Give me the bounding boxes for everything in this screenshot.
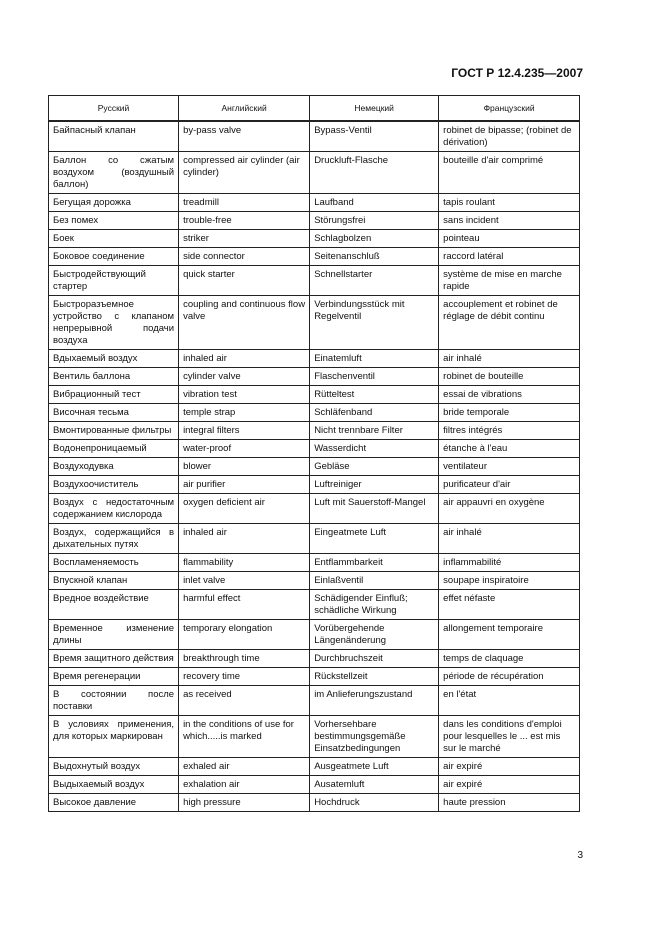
cell-english: flammability <box>179 554 310 572</box>
cell-english: in the conditions of use for which.....is marked <box>179 716 310 758</box>
cell-english: treadmill <box>179 194 310 212</box>
table-row <box>49 152 580 194</box>
table-row <box>49 350 580 368</box>
cell-english: striker <box>179 230 310 248</box>
cell-russian: В условиях применения, для которых маркирован <box>49 716 179 758</box>
cell-english: exhalation air <box>179 776 310 794</box>
cell-russian: Вдыхаемый воздух <box>49 350 179 368</box>
table-row <box>49 668 580 686</box>
table-row <box>49 404 580 422</box>
cell-german: Eingeatmete Luft <box>310 524 439 554</box>
cell-german: Wasserdicht <box>310 440 439 458</box>
cell-german: Druckluft-Flasche <box>310 152 439 194</box>
cell-english: inhaled air <box>179 524 310 554</box>
cell-french: système de mise en marche rapide <box>439 266 580 296</box>
table-row <box>49 458 580 476</box>
cell-french: bouteille d'air comprimé <box>439 152 580 194</box>
cell-german: Luft mit Sauerstoff-Mangel <box>310 494 439 524</box>
cell-english: blower <box>179 458 310 476</box>
cell-russian: Вибрационный тест <box>49 386 179 404</box>
table-row <box>49 590 580 620</box>
page-number: 3 <box>577 850 583 861</box>
cell-german: Bypass-Ventil <box>310 121 439 152</box>
cell-english: inhaled air <box>179 350 310 368</box>
cell-russian: Байпасный клапан <box>49 121 179 152</box>
table-row <box>49 194 580 212</box>
cell-english: side connector <box>179 248 310 266</box>
cell-german: im Anlieferungszustand <box>310 686 439 716</box>
cell-german: Schädigender Einfluß; schädliche Wirkung <box>310 590 439 620</box>
cell-russian: Боковое соединение <box>49 248 179 266</box>
cell-russian: Вмонтированные фильтры <box>49 422 179 440</box>
cell-french: soupape inspiratoire <box>439 572 580 590</box>
cell-russian: Вредное воздействие <box>49 590 179 620</box>
cell-french: bride temporale <box>439 404 580 422</box>
column-header-russian: Русский <box>49 96 179 122</box>
table-row <box>49 386 580 404</box>
cell-english: high pressure <box>179 794 310 812</box>
cell-german: Vorübergehende Längenänderung <box>310 620 439 650</box>
cell-russian: Время защитного действия <box>49 650 179 668</box>
table-row <box>49 248 580 266</box>
cell-german: Einatemluft <box>310 350 439 368</box>
cell-french: ventilateur <box>439 458 580 476</box>
cell-french: air expiré <box>439 758 580 776</box>
table-row <box>49 440 580 458</box>
table-row <box>49 686 580 716</box>
table-row <box>49 494 580 524</box>
cell-german: Durchbruchszeit <box>310 650 439 668</box>
cell-russian: Быстродействующий стартер <box>49 266 179 296</box>
cell-german: Vorhersehbare bestimmungsgemäße Einsatzbedingungen <box>310 716 439 758</box>
cell-german: Seitenanschluß <box>310 248 439 266</box>
cell-german: Schlagbolzen <box>310 230 439 248</box>
cell-russian: Выдыхаемый воздух <box>49 776 179 794</box>
cell-russian: Височная тесьма <box>49 404 179 422</box>
cell-german: Laufband <box>310 194 439 212</box>
cell-russian: В состоянии после поставки <box>49 686 179 716</box>
cell-russian: Высокое давление <box>49 794 179 812</box>
cell-french: purificateur d'air <box>439 476 580 494</box>
table-row <box>49 650 580 668</box>
cell-english: as received <box>179 686 310 716</box>
cell-french: haute pression <box>439 794 580 812</box>
cell-english: air purifier <box>179 476 310 494</box>
cell-english: integral filters <box>179 422 310 440</box>
cell-german: Gebläse <box>310 458 439 476</box>
cell-french: en l'état <box>439 686 580 716</box>
table-row <box>49 230 580 248</box>
table-row <box>49 296 580 350</box>
cell-french: inflammabilité <box>439 554 580 572</box>
cell-english: harmful effect <box>179 590 310 620</box>
cell-english: by-pass valve <box>179 121 310 152</box>
table-row <box>49 758 580 776</box>
table-row <box>49 422 580 440</box>
table-row <box>49 121 580 152</box>
table-row <box>49 794 580 812</box>
cell-french: temps de claquage <box>439 650 580 668</box>
table-row <box>49 776 580 794</box>
column-header-french: Французский <box>439 96 580 122</box>
cell-french: filtres intégrés <box>439 422 580 440</box>
cell-french: essai de vibrations <box>439 386 580 404</box>
cell-russian: Впускной клапан <box>49 572 179 590</box>
cell-english: trouble-free <box>179 212 310 230</box>
cell-russian: Временное изменение длины <box>49 620 179 650</box>
cell-english: water-proof <box>179 440 310 458</box>
table-row <box>49 524 580 554</box>
cell-french: sans incident <box>439 212 580 230</box>
cell-german: Entflammbarkeit <box>310 554 439 572</box>
cell-russian: Воздухоочиститель <box>49 476 179 494</box>
cell-english: cylinder valve <box>179 368 310 386</box>
cell-german: Schläfenband <box>310 404 439 422</box>
cell-russian: Воздуходувка <box>49 458 179 476</box>
cell-russian: Выдохнутый воздух <box>49 758 179 776</box>
cell-german: Ausatemluft <box>310 776 439 794</box>
cell-german: Nicht trennbare Filter <box>310 422 439 440</box>
cell-english: vibration test <box>179 386 310 404</box>
cell-german: Rückstellzeit <box>310 668 439 686</box>
cell-russian: Вентиль баллона <box>49 368 179 386</box>
cell-french: dans les conditions d'emploi pour lesquelles le ... est mis sur le marché <box>439 716 580 758</box>
cell-german: Schnellstarter <box>310 266 439 296</box>
cell-english: breakthrough time <box>179 650 310 668</box>
table-row <box>49 572 580 590</box>
cell-french: étanche à l'eau <box>439 440 580 458</box>
cell-german: Störungsfrei <box>310 212 439 230</box>
cell-german: Ausgeatmete Luft <box>310 758 439 776</box>
cell-french: robinet de bouteille <box>439 368 580 386</box>
cell-german: Verbindungsstück mit Regelventil <box>310 296 439 350</box>
cell-russian: Бегущая дорожка <box>49 194 179 212</box>
glossary-table <box>48 95 580 812</box>
column-header-german: Немецкий <box>310 96 439 122</box>
table-row <box>49 266 580 296</box>
cell-german: Luftreiniger <box>310 476 439 494</box>
cell-french: effet néfaste <box>439 590 580 620</box>
cell-english: temporary elongation <box>179 620 310 650</box>
cell-english: quick starter <box>179 266 310 296</box>
cell-french: période de récupération <box>439 668 580 686</box>
table-row <box>49 554 580 572</box>
cell-russian: Воздух, содержащийся в дыхательных путях <box>49 524 179 554</box>
cell-russian: Боек <box>49 230 179 248</box>
cell-russian: Время регенерации <box>49 668 179 686</box>
document-code: ГОСТ Р 12.4.235—2007 <box>451 66 583 80</box>
cell-russian: Быстроразъемное устройство с клапаном непрерывной подачи воздуха <box>49 296 179 350</box>
cell-english: temple strap <box>179 404 310 422</box>
cell-french: raccord latéral <box>439 248 580 266</box>
table-row <box>49 716 580 758</box>
cell-english: coupling and continuous flow valve <box>179 296 310 350</box>
cell-russian: Воздух с недостаточным содержанием кислорода <box>49 494 179 524</box>
table-row <box>49 476 580 494</box>
table-row <box>49 620 580 650</box>
cell-french: air inhalé <box>439 350 580 368</box>
cell-russian: Воспламеняемость <box>49 554 179 572</box>
cell-english: recovery time <box>179 668 310 686</box>
cell-english: oxygen deficient air <box>179 494 310 524</box>
cell-french: air expiré <box>439 776 580 794</box>
cell-russian: Баллон со сжатым воздухом (воздушный баллон) <box>49 152 179 194</box>
cell-french: pointeau <box>439 230 580 248</box>
table-header-row <box>49 96 580 122</box>
cell-french: air inhalé <box>439 524 580 554</box>
cell-german: Hochdruck <box>310 794 439 812</box>
table-row <box>49 368 580 386</box>
cell-french: allongement temporaire <box>439 620 580 650</box>
cell-french: air appauvri en oxygène <box>439 494 580 524</box>
cell-french: tapis roulant <box>439 194 580 212</box>
column-header-english: Английский <box>179 96 310 122</box>
cell-german: Rütteltest <box>310 386 439 404</box>
cell-german: Einlaßventil <box>310 572 439 590</box>
cell-english: inlet valve <box>179 572 310 590</box>
cell-russian: Без помех <box>49 212 179 230</box>
cell-french: accouplement et robinet de réglage de débit continu <box>439 296 580 350</box>
cell-russian: Водонепроницаемый <box>49 440 179 458</box>
cell-german: Flaschenventil <box>310 368 439 386</box>
table-row <box>49 212 580 230</box>
cell-english: exhaled air <box>179 758 310 776</box>
cell-french: robinet de bipasse; (robinet de dérivation) <box>439 121 580 152</box>
cell-english: compressed air cylinder (air cylinder) <box>179 152 310 194</box>
